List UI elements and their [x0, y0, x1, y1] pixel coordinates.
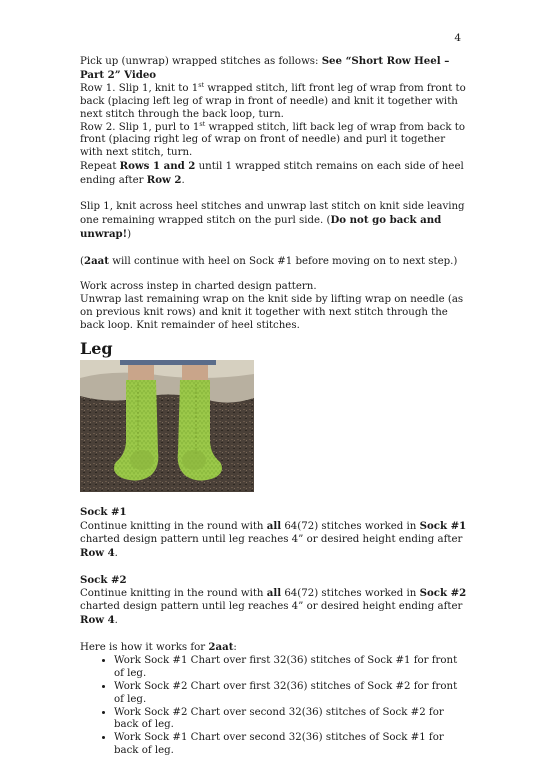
- intro-text: Pick up (unwrap) wrapped stitches as follows:: [80, 56, 322, 67]
- repeat-text-b: until 1 wrapped stitch remains on each side of heel ending after: [80, 161, 464, 187]
- sock1-row4-bold: Row 4: [80, 546, 115, 559]
- spacer: [80, 242, 470, 255]
- repeat-text-a: Repeat: [80, 161, 120, 173]
- sock1-text-b: 64(72) stitches worked in: [281, 520, 420, 532]
- sock2-text-d: .: [114, 615, 118, 627]
- sock1-all-bold: all: [266, 519, 282, 532]
- note-bold: 2aat: [83, 254, 109, 267]
- spacer: [80, 268, 470, 281]
- video-reference: See “Short Row Heel – Part 2” Video: [80, 55, 450, 81]
- section-heading-leg: Leg: [80, 338, 113, 358]
- sock1-title: [80, 506, 470, 520]
- sock2-all-bold: all: [266, 587, 282, 600]
- repeat-rows-bold: Rows 1 and 2: [119, 160, 196, 173]
- repeat-text-c: .: [181, 175, 185, 187]
- slip-warning-bold: Do not go back and unwrap!: [80, 213, 442, 240]
- sock2-text-a: Continue knitting in the round with: [80, 588, 267, 600]
- socks-photo: [80, 360, 254, 492]
- list-item: • Work Sock #1 Chart over first 32(36) stitches of Sock #1 for front of leg.: [114, 655, 470, 681]
- spacer: [80, 628, 470, 641]
- document-body: [80, 55, 470, 758]
- row1-instruction: [80, 80, 470, 122]
- how-text-b: :: [233, 642, 237, 654]
- sock1-name-bold: Sock #1: [419, 519, 467, 532]
- row2-text-a: Row 2. Slip 1, purl to 1: [80, 121, 200, 133]
- row1-superscript: st: [198, 80, 205, 89]
- sock2-title-text: Sock #2: [80, 573, 127, 586]
- repeat-instruction: [80, 160, 470, 188]
- twoaat-note: [80, 255, 470, 269]
- sock2-title: [80, 574, 470, 588]
- sock2-text-c: charted design pattern until leg reaches 4” or desired height ending after: [80, 601, 463, 613]
- spacer: [80, 188, 470, 201]
- sock1-title-text: Sock #1: [80, 505, 127, 518]
- sock2-name-bold: Sock #2: [419, 587, 467, 600]
- slip-paragraph: [80, 201, 470, 242]
- row1-text-a: Row 1. Slip 1, knit to 1: [80, 82, 199, 94]
- spacer: [80, 561, 470, 574]
- repeat-row2-bold: Row 2: [146, 174, 182, 187]
- row2-text-b: wrapped stitch, lift back leg of wrap from back to front (placing right leg of wrap on front of needle) and purl it together with next stitch, turn.: [80, 121, 466, 159]
- how-2aat-intro: [80, 641, 470, 655]
- sock1-instruction: [80, 520, 470, 561]
- instep-line1: Work across instep in charted design pattern.: [80, 281, 317, 293]
- row2-instruction: [80, 119, 470, 161]
- note-text-a: (: [80, 255, 84, 267]
- slip-text-a: Slip 1, knit across heel stitches and unwrap last stitch on knit side leaving one remaining wrapped stitch on the purl side. (: [80, 200, 465, 226]
- note-text-b: will continue with heel on Sock #1 before moving on to next step.): [108, 255, 458, 267]
- intro-paragraph: [80, 55, 470, 83]
- slip-text-b: ): [127, 228, 132, 240]
- instep-line2: Unwrap last remaining wrap on the knit side by lifting wrap on needle (as on previous knit rows) and knit it together with next stitch through the back loop. Knit remainder of heel stitches.: [80, 294, 464, 332]
- row1-text-b: wrapped stitch, lift front leg of wrap from front to back (placing left leg of wrap in front of needle) and knit it together with next stitch through the back loop, turn.: [80, 82, 466, 120]
- sock1-text-d: .: [114, 547, 118, 559]
- sock2-text-b: 64(72) stitches worked in: [281, 588, 420, 600]
- list-item: • Work Sock #1 Chart over second 32(36) stitches of Sock #1 for back of leg.: [114, 732, 470, 758]
- chart-order-list: [80, 655, 470, 758]
- how-text-a: Here is how it works for: [80, 642, 209, 654]
- page-number: 4: [454, 32, 461, 44]
- row2-superscript: st: [199, 119, 206, 128]
- sock2-row4-bold: Row 4: [80, 614, 115, 627]
- list-item: • Work Sock #2 Chart over second 32(36) stitches of Sock #2 for back of leg.: [114, 707, 470, 733]
- sock1-text-c: charted design pattern until leg reaches 4” or desired height ending after: [80, 533, 463, 545]
- sock2-instruction: [80, 587, 470, 628]
- how-bold: 2aat: [208, 641, 234, 654]
- sock1-text-a: Continue knitting in the round with: [80, 520, 267, 532]
- list-item: • Work Sock #2 Chart over first 32(36) stitches of Sock #2 for front of leg.: [114, 681, 470, 707]
